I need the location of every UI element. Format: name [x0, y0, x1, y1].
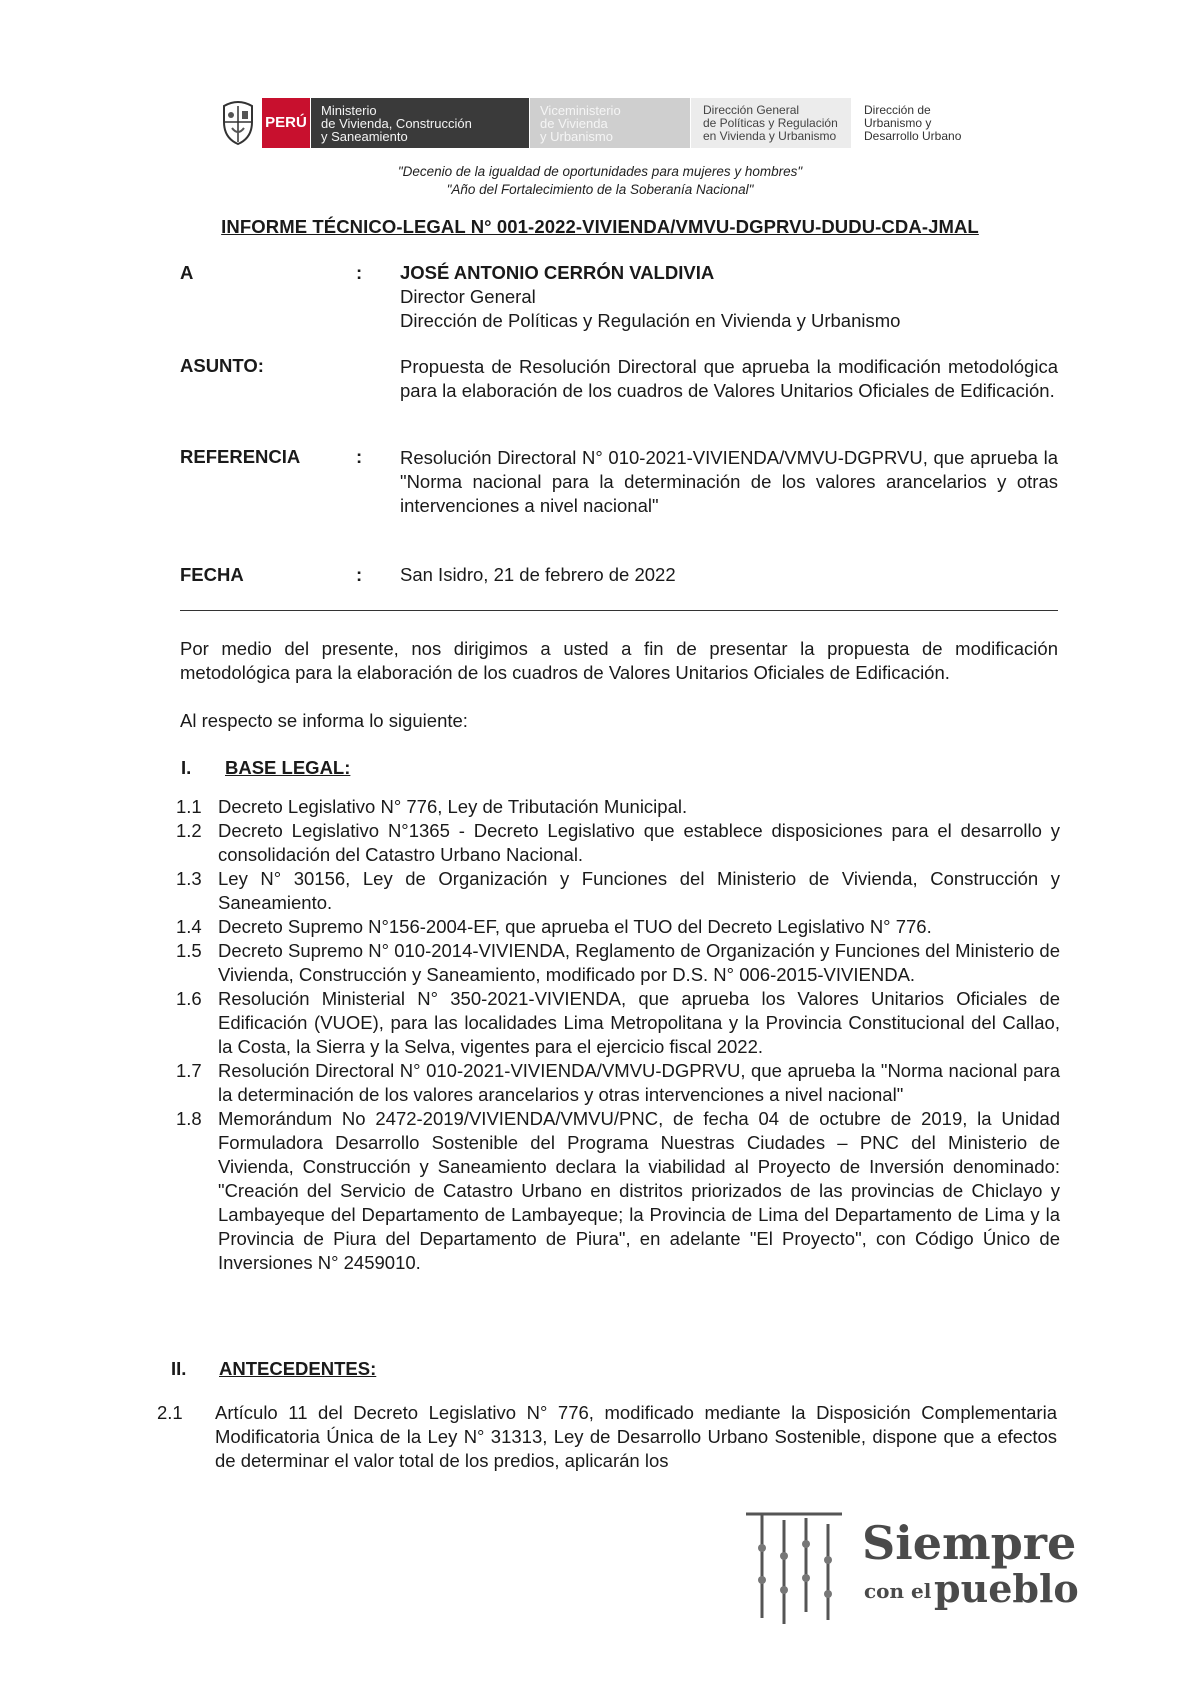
direccion-general-label: Dirección General de Políticas y Regulación en Vivienda y Urbanismo [691, 98, 851, 148]
list-item: 1.5 Decreto Supremo N° 010-2014-VIVIENDA, Reglamento de Organización y Funciones del Ministerio de Vivienda, Construcción y Saneamiento, modificado por D.S. N° 006-2015-VIVIENDA. [176, 940, 1060, 985]
document-title: INFORME TÉCNICO-LEGAL N° 001-2022-VIVIENDA/VMVU-DGPRVU-DUDU-CDA-JMAL [221, 216, 979, 237]
institutional-header [218, 96, 978, 152]
list-item: 1.3 Ley N° 30156, Ley de Organización y Funciones del Ministerio de Vivienda, Construcción y Saneamiento. [176, 868, 1060, 913]
viceministerio-label: Viceministerio de Vivienda y Urbanismo [530, 98, 690, 148]
list-item: 1.6 Resolución Ministerial N° 350-2021-VIVIENDA, que aprueba los Valores Unitarios Oficiales de Edificación (VUOE), para las localidades Lima Metropolitana y la Provincia Constitucional del Callao, la Costa, la Sierra y la Selva, vigentes para el ejercicio fiscal 2022. [176, 988, 1060, 1057]
field-label-referencia: REFERENCIA [180, 446, 301, 467]
field-label-a: A [180, 262, 194, 283]
list-item: 1.8 Memorándum No 2472-2019/VIVIENDA/VMVU/PNC, de fecha 04 de octubre de 2019, la Unidad Formuladora Desarrollo Sostenible del Programa Nuestras Ciudades – PNC del Ministerio de Vivienda, Construcción y Saneamiento declara la viabilidad al Proyecto de Inversión denominado: "Creación del Servicio de Catastro Urbano en distritos priorizados de las provincias de Chiclayo y Lambayeque del Departamento de Lambayeque; la Provincia de Lima del Departamento de Lima y la Provincia de Piura del Departamento de Piura", en adelante "El Proyecto", con Código Único de Inversiones N° 2459010. [176, 1108, 1060, 1273]
respecto-paragraph: Al respecto se informa lo siguiente: [180, 710, 468, 731]
siempre-con-el-pueblo-logo: Siempre con el pueblo [742, 1504, 1062, 1629]
field-colon-fecha: : [356, 564, 363, 585]
intro-paragraph: Por medio del presente, nos dirigimos a usted a fin de presentar la propuesta de modificación metodológica para la elaboración de los cuadros de Valores Unitarios Oficiales de Edificación. [180, 638, 1058, 683]
field-value-fecha: San Isidro, 21 de febrero de 2022 [400, 564, 676, 585]
field-label-fecha: FECHA [180, 564, 244, 585]
recipient-position: Director General [400, 286, 536, 307]
section-title-antecedentes: II. ANTECEDENTES: [171, 1358, 377, 1379]
antecedentes-item: 2.1 Artículo 11 del Decreto Legislativo N° 776, modificado mediante la Disposición Complementaria Modificatoria Única de la Ley N° 31313, Ley de Desarrollo Urbano Sostenible, dispone que a efectos de determinar el valor total de los predios, aplicarán los [157, 1402, 1057, 1471]
columns-logo-icon [742, 1508, 852, 1628]
list-item: 1.7 Resolución Directoral N° 010-2021-VIVIENDA/VMVU-DGPRVU, que aprueba la "Norma nacional para la determinación de los valores arancelarios y otras intervenciones a nivel nacional" [176, 1060, 1060, 1105]
ministerio-label: Ministerio de Vivienda, Construcción y Saneamiento [311, 98, 529, 148]
decenio-motto: "Decenio de la igualdad de oportunidades para mujeres y hombres" "Año del Fortalecimiento de la Soberanía Nacional" [397, 164, 803, 197]
recipient-office: Dirección de Políticas y Regulación en Vivienda y Urbanismo [400, 310, 901, 331]
field-colon-a: : [356, 262, 363, 283]
field-value-asunto: Propuesta de Resolución Directoral que aprueba la modificación metodológica para la elaboración de los cuadros de Valores Unitarios Oficiales de Edificación. [400, 356, 1058, 401]
section-title-base-legal: I. BASE LEGAL: [181, 757, 351, 778]
separator-line [180, 610, 1058, 611]
field-label-asunto: ASUNTO: [180, 355, 264, 376]
list-item: 1.1 Decreto Legislativo N° 776, Ley de Tributación Municipal. [176, 796, 688, 817]
peru-coat-of-arms-icon [218, 100, 258, 146]
list-item: 1.4 Decreto Supremo N°156-2004-EF, que aprueba el TUO del Decreto Legislativo N° 776. [176, 916, 932, 937]
base-legal-list [176, 795, 1060, 1275]
recipient-name: JOSÉ ANTONIO CERRÓN VALDIVIA [400, 262, 715, 283]
direccion-urbanismo-label: Dirección de Urbanismo y Desarrollo Urbano [864, 103, 962, 143]
peru-label: PERÚ [262, 98, 310, 148]
field-value-referencia: Resolución Directoral N° 010-2021-VIVIENDA/VMVU-DGPRVU, que aprueba la "Norma nacional para la determinación de los valores arancelarios y otras intervenciones a nivel nacional" [400, 447, 1058, 516]
field-value-a [400, 261, 1058, 333]
list-item: 1.2 Decreto Legislativo N°1365 - Decreto Legislativo que establece disposiciones para el desarrollo y consolidación del Catastro Urbano Nacional. [176, 820, 1060, 865]
field-colon-referencia: : [356, 446, 363, 467]
